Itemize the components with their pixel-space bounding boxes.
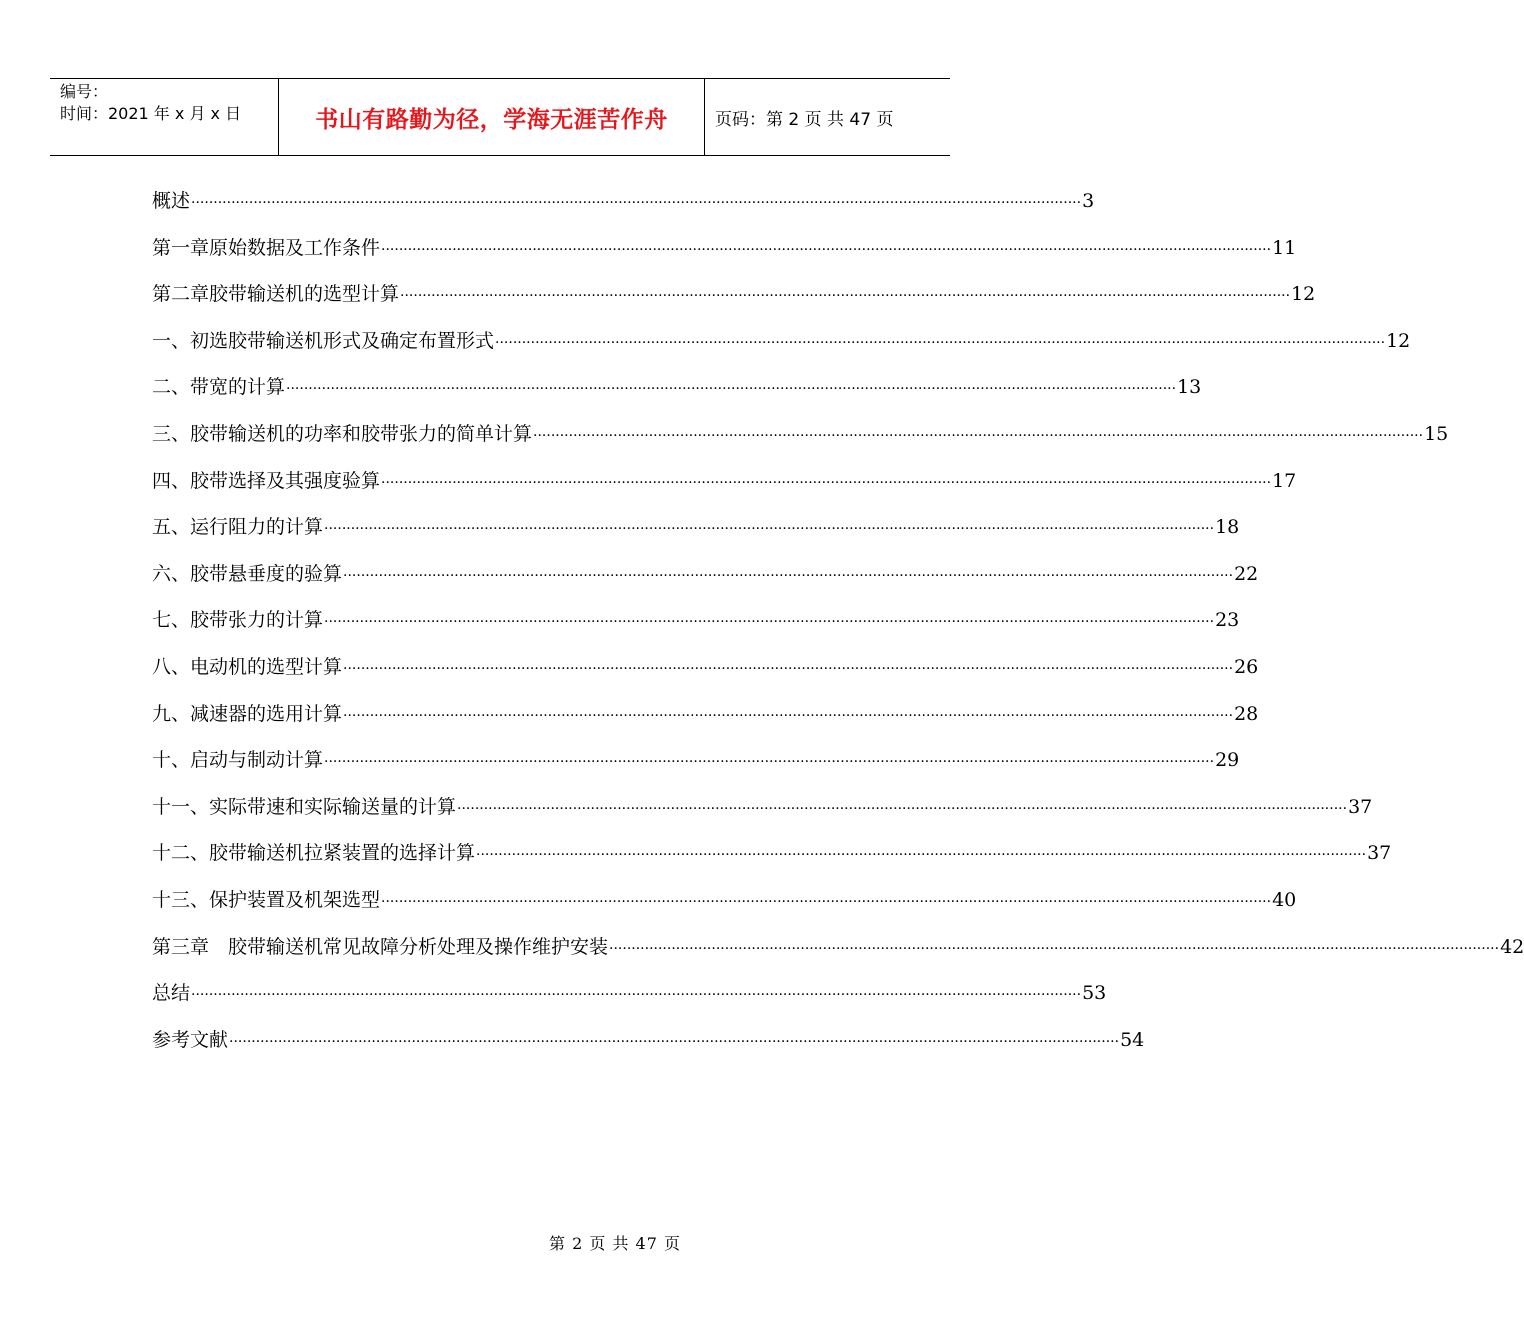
toc-leader-dots: ········································································································································································································ bbox=[343, 567, 1234, 584]
toc-entry[interactable] bbox=[152, 745, 1240, 792]
document-number-label: 编号： bbox=[60, 82, 109, 101]
footer-page-number: 第 2 页 共 47 页 bbox=[549, 1234, 681, 1253]
toc-entry-title: 十、启动与制动计算 bbox=[152, 749, 324, 772]
toc-entry-title: 九、减速器的选用计算 bbox=[152, 702, 343, 725]
toc-leader-dots: ········································································································································································································ bbox=[229, 1033, 1120, 1050]
toc-entry[interactable] bbox=[152, 652, 1259, 699]
toc-leader-dots: ········································································································································································································ bbox=[381, 241, 1272, 258]
toc-entry-page: 15 bbox=[1424, 422, 1449, 445]
header-page-info: 页码：第 2 页 共 47 页 bbox=[715, 109, 894, 130]
toc-entry-title: 概述 bbox=[152, 190, 191, 212]
toc-leader-dots: ········································································································································································································ bbox=[324, 521, 1215, 538]
toc-leader-dots: ········································································································································································································ bbox=[457, 800, 1348, 817]
document-time-label: 时间：2021 年 x 月 x 日 bbox=[60, 104, 242, 123]
toc-entry-page: 37 bbox=[1367, 842, 1392, 865]
toc-leader-dots: ········································································································································································································ bbox=[324, 754, 1215, 771]
toc-entry-title: 四、胶带选择及其强度验算 bbox=[152, 469, 381, 492]
toc-leader-dots: ········································································································································································································ bbox=[495, 334, 1386, 351]
toc-leader-dots: ········································································································································································································ bbox=[191, 987, 1082, 1004]
toc-entry[interactable] bbox=[152, 792, 1373, 839]
toc-entry-page: 26 bbox=[1234, 655, 1259, 678]
header-motto: 书山有路勤为径，学海无涯苦作舟 bbox=[279, 79, 705, 155]
toc-leader-dots: ········································································································································································································ bbox=[191, 195, 1082, 211]
toc-entry[interactable] bbox=[152, 233, 1297, 280]
toc-entry[interactable] bbox=[152, 605, 1240, 652]
toc-entry-title: 参考文献 bbox=[152, 1028, 229, 1051]
toc-entry-page: 22 bbox=[1234, 562, 1259, 585]
toc-entry-title: 十一、实际带速和实际输送量的计算 bbox=[152, 795, 457, 818]
toc-entry-page: 28 bbox=[1234, 702, 1259, 725]
toc-entry-title: 十二、胶带输送机拉紧装置的选择计算 bbox=[152, 842, 476, 865]
toc-entry-page: 11 bbox=[1272, 236, 1297, 259]
toc-entry-title: 五、运行阻力的计算 bbox=[152, 516, 324, 539]
toc-entry[interactable] bbox=[152, 978, 1107, 1025]
toc-entry-page: 40 bbox=[1272, 888, 1297, 911]
toc-leader-dots: ········································································································································································································ bbox=[381, 474, 1272, 491]
toc-leader-dots: ········································································································································································································ bbox=[286, 381, 1177, 398]
toc-entry-page: 12 bbox=[1291, 283, 1316, 306]
toc-leader-dots: ········································································································································································································ bbox=[343, 660, 1234, 677]
header-meta bbox=[50, 79, 279, 155]
toc-entry-title: 三、胶带输送机的功率和胶带张力的简单计算 bbox=[152, 422, 533, 445]
toc-entry-page: 3 bbox=[1082, 190, 1095, 212]
toc-entry[interactable] bbox=[152, 186, 1095, 233]
toc-leader-dots: ········································································································································································································ bbox=[343, 707, 1234, 724]
toc-entry-title: 六、胶带悬垂度的验算 bbox=[152, 562, 343, 585]
toc-entry-title: 二、带宽的计算 bbox=[152, 376, 286, 399]
toc-entry-page: 29 bbox=[1215, 749, 1240, 772]
toc-leader-dots: ········································································································································································································ bbox=[381, 893, 1272, 910]
toc-leader-dots: ········································································································································································································ bbox=[609, 940, 1500, 957]
toc-entry[interactable] bbox=[152, 372, 1202, 419]
toc-entry[interactable] bbox=[152, 419, 1449, 466]
toc-entry-title: 第三章 胶带输送机常见故障分析处理及操作维护安装 bbox=[152, 935, 609, 958]
toc-entry-page: 17 bbox=[1272, 469, 1297, 492]
toc-entry-page: 18 bbox=[1215, 516, 1240, 539]
toc-entry[interactable] bbox=[152, 838, 1392, 885]
toc-entry-title: 一、初选胶带输送机形式及确定布置形式 bbox=[152, 329, 495, 352]
toc-entry-page: 13 bbox=[1177, 376, 1202, 399]
toc-entry[interactable] bbox=[152, 279, 1316, 326]
toc-entry[interactable] bbox=[152, 932, 1524, 979]
toc-entry[interactable] bbox=[152, 699, 1259, 746]
page-header bbox=[50, 78, 950, 156]
toc-entry-page: 23 bbox=[1215, 609, 1240, 632]
toc-entry-page: 53 bbox=[1082, 982, 1107, 1005]
toc-entry-title: 第二章胶带输送机的选型计算 bbox=[152, 283, 400, 306]
toc-entry-title: 八、电动机的选型计算 bbox=[152, 655, 343, 678]
toc-entry-title: 总结 bbox=[152, 982, 191, 1005]
toc-entry[interactable] bbox=[152, 326, 1411, 373]
toc-leader-dots: ········································································································································································································ bbox=[324, 614, 1215, 631]
toc-entry[interactable] bbox=[152, 512, 1240, 559]
toc-entry-title: 第一章原始数据及工作条件 bbox=[152, 236, 381, 259]
toc-entry[interactable] bbox=[152, 559, 1259, 606]
toc-entry-page: 54 bbox=[1120, 1028, 1145, 1051]
toc-entry[interactable] bbox=[152, 885, 1297, 932]
toc-entry-page: 12 bbox=[1386, 329, 1411, 352]
page-footer bbox=[0, 1231, 950, 1254]
toc-entry[interactable] bbox=[152, 1025, 1145, 1072]
toc-entry-title: 七、胶带张力的计算 bbox=[152, 609, 324, 632]
toc-entry[interactable] bbox=[152, 466, 1297, 513]
toc-entry-page: 37 bbox=[1348, 795, 1373, 818]
table-of-contents bbox=[152, 186, 1524, 1071]
toc-leader-dots: ········································································································································································································ bbox=[476, 847, 1367, 864]
toc-entry-title: 十三、保护装置及机架选型 bbox=[152, 888, 381, 911]
toc-leader-dots: ········································································································································································································ bbox=[533, 427, 1424, 444]
toc-entry-page: 42 bbox=[1500, 935, 1524, 958]
toc-leader-dots: ········································································································································································································ bbox=[400, 288, 1291, 305]
